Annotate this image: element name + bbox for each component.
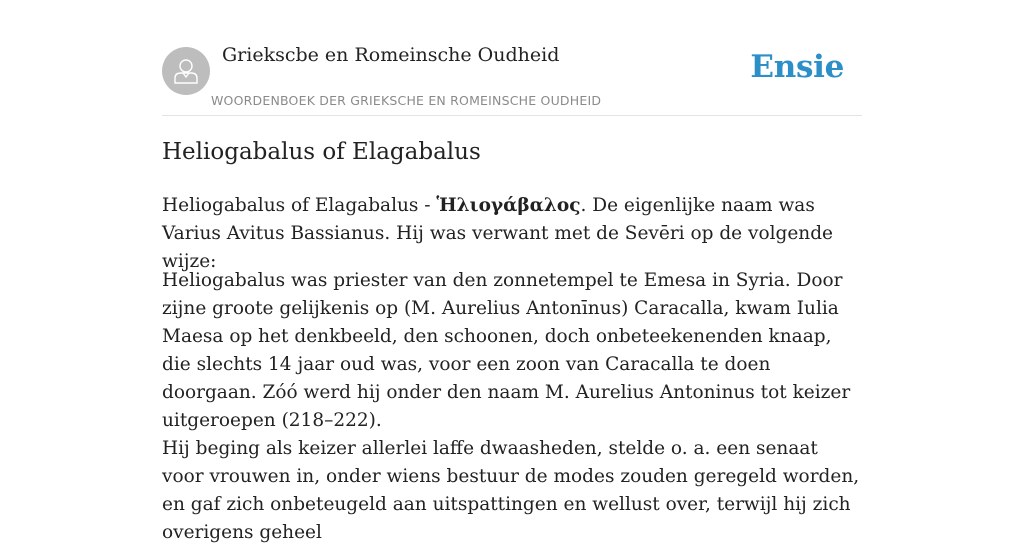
paragraph-1-lead: Heliogabalus of Elagabalus - (162, 195, 437, 216)
entry-paragraph-3: Hij beging als keizer allerlei laffe dwaasheden, stelde o. a. een senaat voor vrouwen in, onder wiens bestuur de modes zouden geregeld worden, en gaf zich onbeteugeld aan uitspattingen en wellust over, terwijl hij zich overigens geheel (162, 438, 860, 543)
user-icon (172, 56, 200, 86)
ensie-logo[interactable]: Ensie (750, 49, 844, 85)
avatar[interactable] (162, 47, 210, 95)
greek-name: Ἡλιογάβαλος (436, 195, 581, 216)
source-subtitle: WOORDENBOEK DER GRIEKSCHE EN ROMEINSCHE OUDHEID (211, 93, 602, 108)
paragraph-1-rest: . De eigenlijke naam was Varius Avitus Bassianus. Hij was verwant met de Sevēri op de volgende wijze: (162, 195, 834, 272)
entry-paragraph-1 (162, 192, 862, 276)
entry-title: Heliogabalus of Elagabalus (162, 139, 481, 165)
entry-paragraph-2: Heliogabalus was priester van den zonnetempel te Emesa in Syria. Door zijne groote gelijkenis op (M. Aurelius Antonīnus) Caracalla, kwam Iulia Maesa op het denkbeeld, den schoonen, doch onbeteekenenden knaap, die slechts 14 jaar oud was, voor een zoon van Caracalla te doen doorgaan. Zóó werd hij onder den naam M. Aurelius Antoninus tot keizer uitgeroepen (218–222). (162, 270, 851, 431)
source-title[interactable]: Griekscbe en Romeinsche Oudheid (222, 44, 560, 66)
article-container (162, 0, 862, 543)
source-header (162, 0, 862, 116)
